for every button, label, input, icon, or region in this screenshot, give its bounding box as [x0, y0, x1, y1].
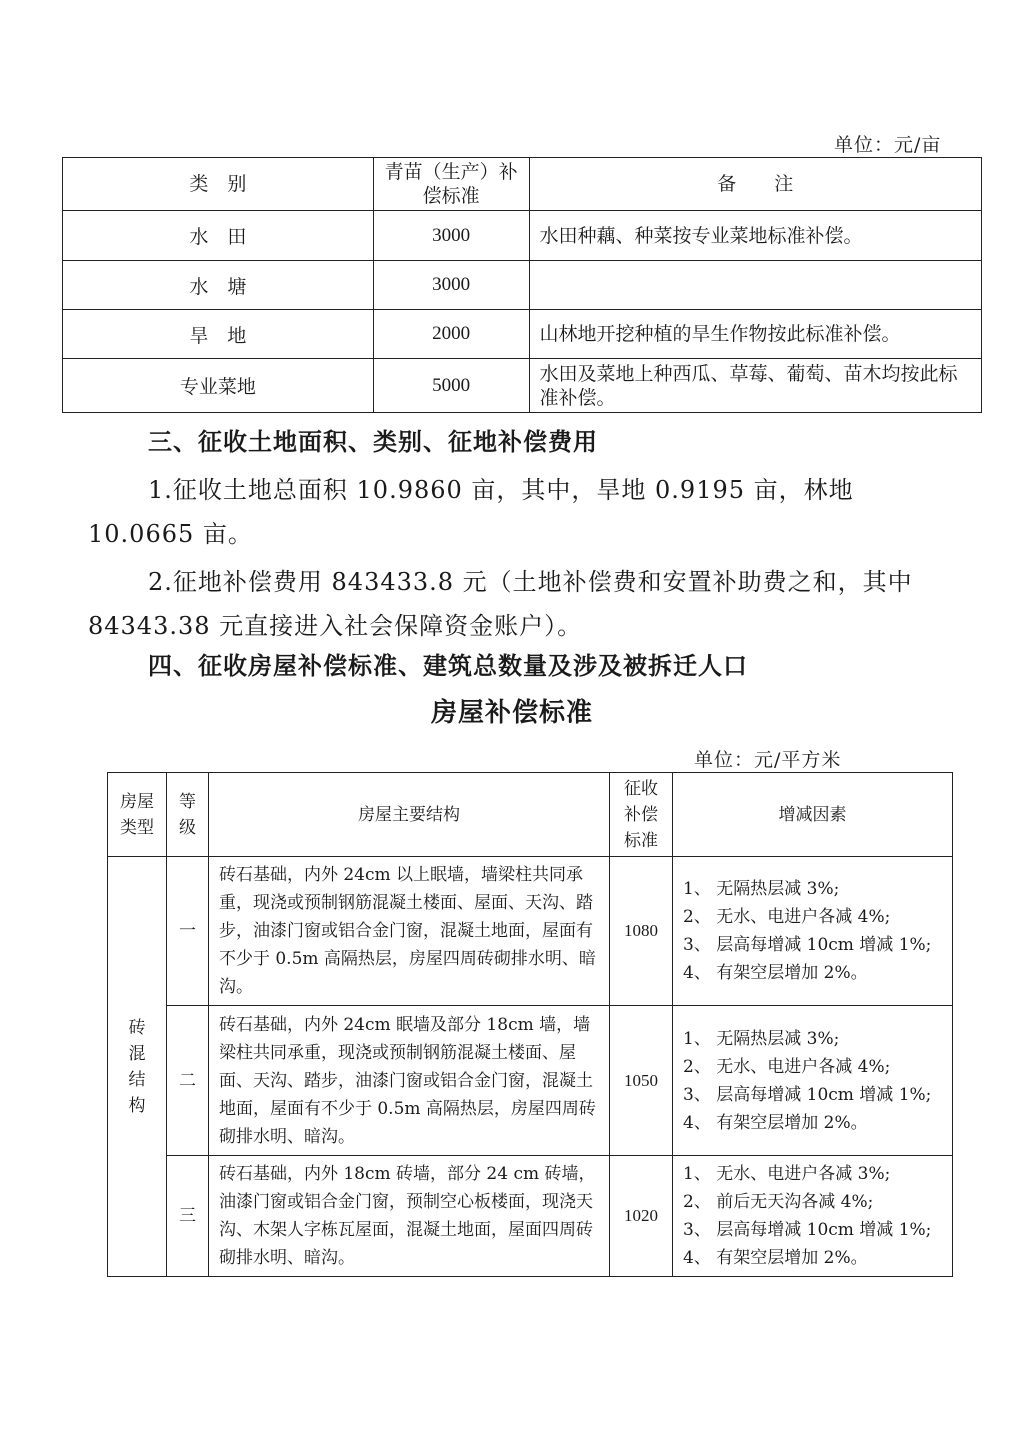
factor-item: 4、 有架空层增加 2%。 [683, 1248, 868, 1268]
grade-cell: 三 [166, 1156, 208, 1277]
factor-item: 4、 有架空层增加 2%。 [683, 963, 868, 983]
header-house-type: 房屋类型 [108, 773, 167, 857]
factors-cell [673, 857, 953, 1006]
factor-item: 2、 前后无天沟各减 4%; [683, 1192, 874, 1212]
header-structure: 房屋主要结构 [208, 773, 609, 857]
table-row [63, 310, 982, 359]
table1-unit: 单位：元/亩 [834, 134, 942, 156]
section3-paragraph-2: 2.征地补偿费用 843433.8 元（土地补偿费和安置补助费之和，其中 84343.38 元直接进入社会保障资金账户）。 [88, 568, 913, 640]
section4-heading: 四、征收房屋补偿标准、建筑总数量及涉及被拆迁人口 [148, 651, 748, 680]
structure-cell: 砖石基础，内外 24cm 以上眠墙，墙梁柱共同承重，现浇或预制钢筋混凝土楼面、屋面、天沟、踏步，油漆门窗或铝合金门窗，混凝土地面，屋面有不少于 0.5m 高隔热层，房屋四周砖砌排水明、暗沟。 [208, 857, 609, 1006]
structure-cell: 砖石基础，内外 24cm 眠墙及部分 18cm 墙，墙梁柱共同承重，现浇或预制钢筋混凝土楼面、屋面、天沟、踏步，油漆门窗或铝合金门窗，混凝土地面，屋面有不少于 0.5m 高隔热层，房屋四周砖砌排水明、暗沟。 [208, 1006, 609, 1156]
table-row [108, 857, 953, 1006]
row-standard: 3000 [373, 261, 529, 310]
grade-cell: 一 [166, 857, 208, 1006]
row-standard: 3000 [373, 211, 529, 261]
row-remark: 山林地开挖种植的旱生作物按此标准补偿。 [529, 310, 982, 359]
header-grade: 等级 [166, 773, 208, 857]
factor-item: 1、 无隔热层减 3%; [683, 1028, 840, 1049]
table-row [63, 261, 982, 310]
house-compensation-table [107, 772, 953, 1277]
row-standard: 5000 [373, 359, 529, 413]
section3-paragraph-1: 1.征收土地总面积 10.9860 亩，其中，旱地 0.9195 亩，林地 10.0665 亩。 [88, 476, 854, 548]
factor-item: 2、 无水、电进户各减 4%; [683, 1056, 891, 1077]
table-header-row [63, 158, 982, 211]
section3-heading: 三、征收土地面积、类别、征地补偿费用 [148, 427, 598, 456]
factor-item: 3、 层高每增减 10cm 增减 1%; [683, 1220, 932, 1240]
row-remark: 水田及菜地上种西瓜、草莓、葡萄、苗木均按此标准补偿。 [529, 359, 982, 413]
header-category: 类 别 [63, 158, 374, 211]
grade-cell: 二 [166, 1006, 208, 1156]
table-row [63, 211, 982, 261]
factors-cell [673, 1156, 953, 1277]
factor-item: 3、 层高每增减 10cm 增减 1%; [683, 935, 932, 955]
standard-cell: 1080 [610, 857, 673, 1006]
house-type-cell: 砖混结构 [108, 857, 167, 1277]
standard-cell: 1050 [610, 1006, 673, 1156]
row-category: 水 田 [63, 211, 374, 261]
row-category: 水 塘 [63, 261, 374, 310]
row-remark [529, 261, 982, 310]
seedling-compensation-table [62, 157, 982, 413]
row-category: 专业菜地 [63, 359, 374, 413]
standard-cell: 1020 [610, 1156, 673, 1277]
table-row [108, 1006, 953, 1156]
row-category: 旱 地 [63, 310, 374, 359]
header-remark: 备 注 [529, 158, 982, 211]
factor-item: 4、 有架空层增加 2%。 [683, 1112, 868, 1133]
structure-cell: 砖石基础，内外 18cm 砖墙，部分 24 cm 砖墙，油漆门窗或铝合金门窗，预制空心板楼面，现浇天沟、木架人字栋瓦屋面，混凝土地面，屋面四周砖砌排水明、暗沟。 [208, 1156, 609, 1277]
factors-cell [673, 1006, 953, 1156]
factor-item: 1、 无水、电进户各减 3%; [683, 1164, 891, 1184]
row-standard: 2000 [373, 310, 529, 359]
header-standard: 征收补偿标准 [610, 773, 673, 857]
page-title: 房屋补偿标准 [430, 698, 593, 728]
table2-unit: 单位：元/平方米 [694, 749, 842, 771]
table-header-row [108, 773, 953, 857]
factor-item: 2、 无水、电进户各减 4%; [683, 907, 891, 927]
header-factors: 增减因素 [673, 773, 953, 857]
header-standard: 青苗（生产）补偿标准 [373, 158, 529, 211]
factor-item: 3、 层高每增减 10cm 增减 1%; [683, 1084, 932, 1105]
row-remark: 水田种藕、种菜按专业菜地标准补偿。 [529, 211, 982, 261]
factor-item: 1、 无隔热层减 3%; [683, 879, 840, 899]
table-row [108, 1156, 953, 1277]
table-row [63, 359, 982, 413]
